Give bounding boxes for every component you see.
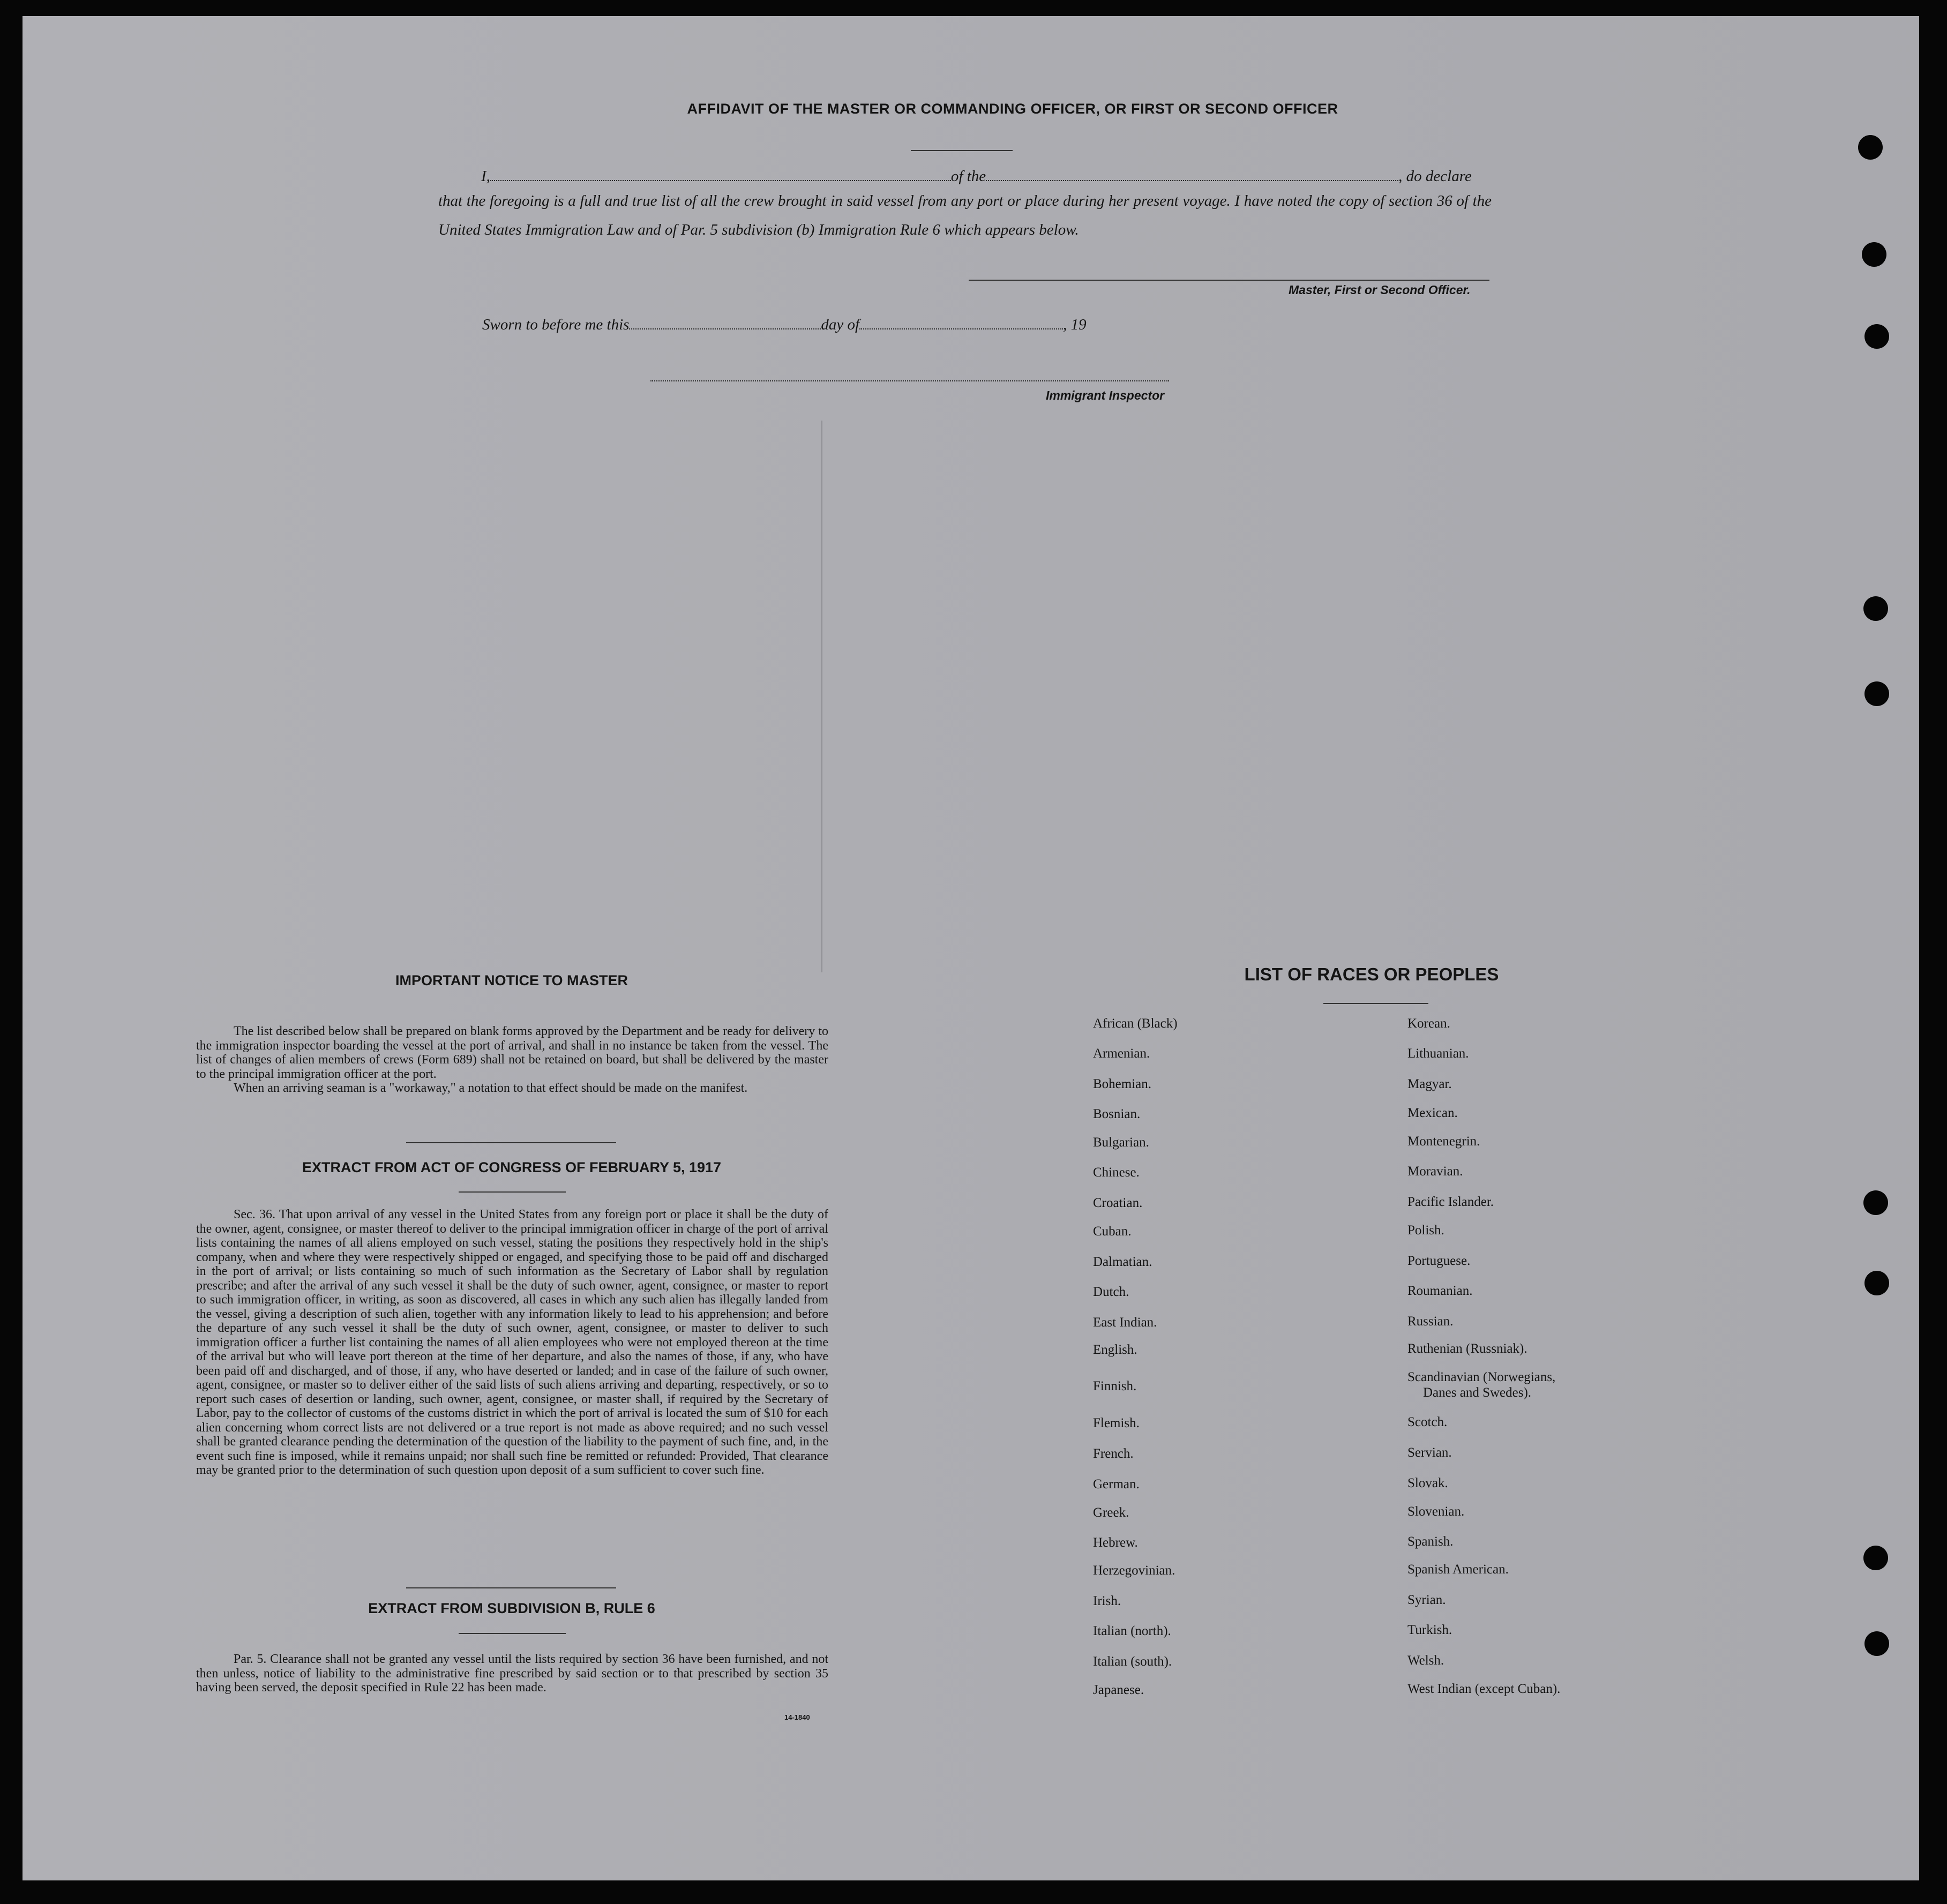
- race-right-item: Portuguese.: [1407, 1254, 1471, 1268]
- race-right-item: Spanish American.: [1407, 1562, 1509, 1577]
- race-left-item: Armenian.: [1093, 1046, 1150, 1061]
- race-right-item: Ruthenian (Russniak).: [1407, 1341, 1527, 1356]
- race-right-item: Spanish.: [1407, 1534, 1454, 1549]
- race-right-item: Danes and Swedes).: [1423, 1385, 1532, 1400]
- race-left-item: Irish.: [1093, 1594, 1121, 1608]
- races-title: LIST OF RACES OR PEOPLES: [1244, 964, 1499, 984]
- race-right-item: Servian.: [1407, 1445, 1452, 1460]
- race-right-item: Mexican.: [1407, 1106, 1458, 1120]
- race-left-item: Japanese.: [1093, 1683, 1144, 1697]
- race-left-item: African (Black): [1093, 1016, 1178, 1031]
- act-extract-title: EXTRACT FROM ACT OF CONGRESS OF FEBRUARY 5, 1917: [302, 1159, 722, 1175]
- race-left-item: Chinese.: [1093, 1165, 1140, 1180]
- binder-hole: [1864, 1271, 1889, 1295]
- race-left-item: Cuban.: [1093, 1224, 1132, 1239]
- race-right-item: Roumanian.: [1407, 1284, 1473, 1298]
- race-left-item: German.: [1093, 1477, 1140, 1491]
- race-left-item: Flemish.: [1093, 1416, 1140, 1430]
- day-of-label: day of: [821, 316, 860, 333]
- section-rule: [459, 1191, 566, 1193]
- race-left-item: Croatian.: [1093, 1196, 1143, 1210]
- rule-extract-title: EXTRACT FROM SUBDIVISION B, RULE 6: [368, 1600, 655, 1616]
- race-left-item: Bosnian.: [1093, 1107, 1141, 1121]
- signature-line[interactable]: [969, 280, 1489, 281]
- race-right-item: Turkish.: [1407, 1623, 1452, 1637]
- section-rule: [406, 1587, 616, 1588]
- binder-hole: [1864, 681, 1889, 706]
- affidavit-statement: that the foregoing is a full and true list of all the crew brought in said vessel from any port or place during her present voyage. I have noted the copy of section 36 of the United States Immigration Law and of Par. 5 subdivision (b) Immigration Rule 6 which appears below.: [438, 192, 1492, 238]
- binder-hole: [1862, 242, 1886, 267]
- race-right-item: Lithuanian.: [1407, 1046, 1469, 1061]
- declarant-label: I,: [481, 168, 490, 185]
- race-right-item: Moravian.: [1407, 1164, 1463, 1179]
- act-extract-body: [196, 1208, 828, 1478]
- binder-hole: [1863, 1546, 1888, 1570]
- race-right-item: Slovak.: [1407, 1476, 1448, 1490]
- affidavit-title: AFFIDAVIT OF THE MASTER OR COMMANDING OFFICER, OR FIRST OR SECOND OFFICER: [687, 101, 1338, 117]
- race-right-item: Syrian.: [1407, 1593, 1446, 1607]
- race-left-item: Finnish.: [1093, 1379, 1137, 1393]
- race-left-item: English.: [1093, 1343, 1137, 1357]
- affidavit-declaration-line: [481, 168, 1472, 185]
- race-left-item: Hebrew.: [1093, 1535, 1138, 1550]
- binder-hole: [1858, 135, 1883, 160]
- race-left-item: Italian (north).: [1093, 1624, 1171, 1638]
- race-right-item: Scandinavian (Norwegians,: [1407, 1370, 1556, 1384]
- race-right-item: Polish.: [1407, 1223, 1444, 1238]
- rule-extract-body: [196, 1652, 828, 1695]
- race-left-item: Dutch.: [1093, 1285, 1129, 1299]
- race-left-item: Herzegovinian.: [1093, 1563, 1175, 1578]
- race-right-item: Welsh.: [1407, 1653, 1444, 1668]
- form-code: 14-1840: [784, 1713, 810, 1721]
- races-title-rule: [1323, 1003, 1428, 1004]
- race-right-item: Scotch.: [1407, 1415, 1448, 1429]
- race-left-item: East Indian.: [1093, 1315, 1157, 1330]
- race-left-item: French.: [1093, 1446, 1134, 1461]
- fold-mark: [821, 421, 822, 972]
- race-left-item: Greek.: [1093, 1505, 1129, 1520]
- race-right-item: Pacific Islander.: [1407, 1195, 1494, 1209]
- race-right-item: Korean.: [1407, 1016, 1450, 1031]
- notice-paragraph: The list described below shall be prepared on blank forms approved by the Department and be ready for delivery to the immigration inspector boarding the vessel at the port of arrival, and shall in no instance be taken from the vessel. The list of changes of alien members of crews (Form 689) shall not be retained on board, but shall be delivered by the master to the principal immigration officer at the port.: [196, 1024, 828, 1081]
- rule-extract-text: Par. 5. Clearance shall not be granted any vessel until the lists required by section 36 have been furnished, and not then unless, notice of liability to the administrative fine prescribed by said section or to that prescribed by section 35 having been served, the deposit specified in Rule 22 has been made.: [196, 1652, 828, 1695]
- sworn-day-field[interactable]: [629, 328, 821, 329]
- race-right-item: Russian.: [1407, 1314, 1454, 1329]
- act-extract-text: Sec. 36. That upon arrival of any vessel in the United States from any foreign port or place it shall be the duty of the owner, agent, consignee, or master thereof to deliver to the principal immigration officer in charge of the port of arrival lists containing the names of all aliens employed on such vessel, stating the positions they respectively hold in the ship's company, when and where they were respectively shipped or engaged, and specifying those to be paid off and discharged in the port of arrival; or lists containing so much of such information as the Secretary of Labor shall by regulation prescribe; and after the arrival of any such vessel it shall be the duty of such owner, agent, consignee, or master to report to such immigration officer, in writing, as soon as discovered, all cases in which any such alien has illegally landed from the vessel, giving a description of such alien, together with any information likely to lead to his apprehension; and before the departure of any such vessel it shall be the duty of such owner, agent, consignee, or master to deliver to such immigration officer a further list containing the names of all alien employees who were not employed thereon at the time of the arrival but who will leave port thereon at the time of her departure, and also the names of those, if any, who have been paid off and discharged, and of those, if any, who have deserted or landed; and in case of the failure of such owner, agent, consignee, or master so to deliver either of the said lists of such aliens arriving and departing, respectively, or so to report such cases of desertion or landing, such owner, agent, consignee, or master shall, if required by the Secretary of Labor, pay to the collector of customs of the customs district in which the port of arrival is located the sum of $10 for each alien concerning whom correct lists are not delivered or a true report is not made as above required; and no such vessel shall be granted clearance pending the determination of the question of the liability to the payment of such fine, and, in the event such fine is imposed, while it remains unpaid; nor shall such fine be remitted or refunded: Provided, That clearance may be granted prior to the determination of such question upon deposit of a sum sufficient to cover such fine.: [196, 1208, 828, 1477]
- vessel-label: of the: [950, 168, 986, 185]
- sworn-month-field[interactable]: [859, 328, 1063, 329]
- vessel-name-field[interactable]: [986, 180, 1398, 181]
- section-rule: [459, 1633, 566, 1634]
- race-left-item: Bulgarian.: [1093, 1135, 1149, 1150]
- sworn-line: [482, 316, 1087, 334]
- section-rule: [406, 1142, 616, 1143]
- inspector-caption: Immigrant Inspector: [1046, 388, 1165, 402]
- binder-hole: [1863, 596, 1888, 621]
- binder-hole: [1863, 1190, 1888, 1215]
- sworn-label: Sworn to before me this: [482, 316, 630, 333]
- notice-paragraph: When an arriving seaman is a "workaway," a notation to that effect should be made on the manifest.: [234, 1081, 748, 1095]
- race-left-item: Dalmatian.: [1093, 1255, 1152, 1269]
- race-right-item: West Indian (except Cuban).: [1407, 1682, 1561, 1696]
- notice-body: [196, 1024, 828, 1096]
- binder-hole: [1864, 324, 1889, 349]
- race-left-item: Bohemian.: [1093, 1077, 1152, 1091]
- inspector-signature-line[interactable]: [650, 379, 1169, 381]
- declarant-name-field[interactable]: [490, 180, 951, 181]
- declare-label: , do declare: [1398, 168, 1472, 185]
- race-right-item: Magyar.: [1407, 1077, 1452, 1091]
- year-label: , 19: [1063, 316, 1087, 333]
- race-right-item: Montenegrin.: [1407, 1134, 1480, 1149]
- title-rule: [911, 150, 1013, 151]
- race-left-item: Italian (south).: [1093, 1654, 1172, 1669]
- race-right-item: Slovenian.: [1407, 1504, 1465, 1519]
- notice-title: IMPORTANT NOTICE TO MASTER: [395, 972, 628, 988]
- binder-hole: [1864, 1631, 1889, 1656]
- signature-caption: Master, First or Second Officer.: [1289, 283, 1471, 297]
